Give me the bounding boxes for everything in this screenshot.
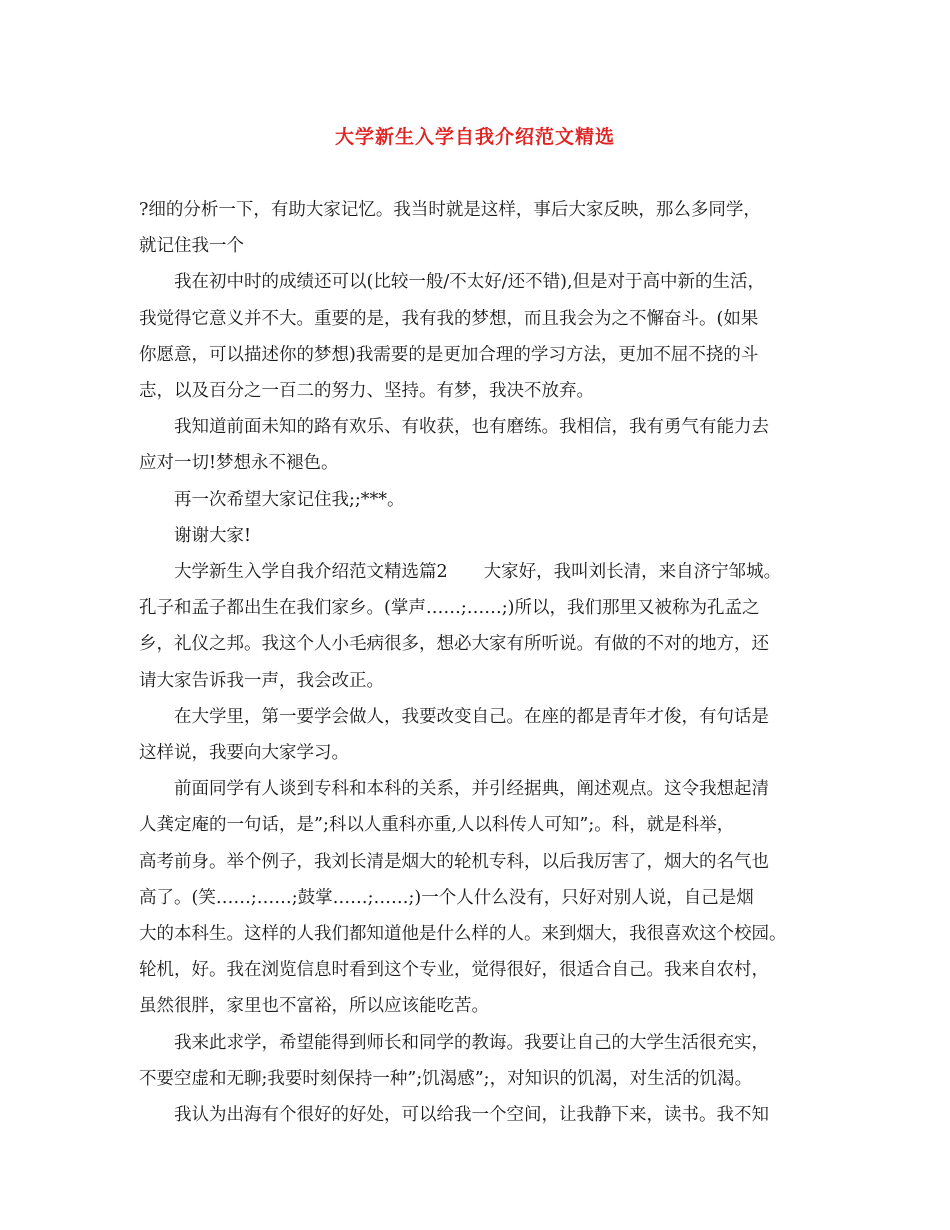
paragraph-5	[139, 518, 815, 554]
text-line: 你愿意，可以描述你的梦想)我需要的是更加合理的学习方法，更加不屈不挠的斗	[139, 344, 759, 365]
text-line: 这样说，我要向大家学习。	[139, 743, 349, 764]
paragraph-2	[139, 264, 815, 409]
text-line: 在大学里，第一要学会做人，我要改变自己。在座的都是青年才俊，有句话是	[174, 706, 769, 727]
text-line: 我认为出海有个很好的好处，可以给我一个空间，让我静下来，读书。我不知	[174, 1105, 769, 1126]
document-title: 大学新生入学自我介绍范文精选	[334, 126, 615, 148]
paragraph-1	[139, 192, 815, 264]
text-line: 孔子和孟子都出生在我们家乡。(掌声……;……;)所以，我们那里又被称为孔孟之	[139, 598, 760, 619]
text-line: 虽然很胖，家里也不富裕，所以应该能吃苦。	[139, 996, 489, 1017]
paragraph-4	[139, 482, 815, 518]
paragraph-6	[139, 554, 815, 699]
text-line: 我知道前面未知的路有欢乐、有收获，也有磨练。我相信，我有勇气有能力去	[174, 417, 769, 438]
paragraph-3	[139, 409, 815, 481]
text-line: 前面同学有人谈到专科和本科的关系，并引经据典，阐述观点。这令我想起清	[174, 779, 769, 800]
text-line: 应对一切!梦想永不褪色。	[139, 453, 339, 474]
text-line: 我在初中时的成绩还可以(比较一般/不太好/还不错),但是对于高中新的生活，	[174, 272, 766, 293]
text-line: 高了。(笑……;……;鼓掌……;……;)一个人什么没有，只好对别人说，自己是烟	[139, 887, 754, 908]
text-line: 再一次希望大家记住我;;***。	[174, 489, 405, 510]
paragraph-8	[139, 771, 815, 1024]
text-line: 不要空虚和无聊;我要时刻保持一种”;饥渴感”;，对知识的饥渴，对生活的饥渴。	[139, 1068, 753, 1089]
text-line: 志，以及百分之一百二的努力、坚持。有梦，我决不放弃。	[139, 381, 594, 402]
text-line: ?细的分析一下，有助大家记忆。我当时就是这样，事后大家反映，那么多同学，	[139, 200, 761, 220]
text-line: 就记住我一个	[139, 236, 244, 257]
text-line: 请大家告诉我一声，我会改正。	[139, 670, 384, 691]
text-line: 乡，礼仪之邦。我这个人小毛病很多，想必大家有所听说。有做的不对的地方，还	[139, 634, 769, 655]
paragraph-10	[139, 1097, 815, 1133]
text-line: 大家好，我叫刘长清，来自济宁邹城。	[483, 562, 782, 583]
paragraph-7	[139, 699, 815, 771]
text-line: 人龚定庵的一句话，是”;科以人重科亦重,人以科传人可知”;。科，就是科举，	[139, 815, 735, 836]
text-line: 轮机，好。我在浏览信息时看到这个专业，觉得很好，很适合自己。我来自农村，	[139, 960, 769, 981]
text-line: 我觉得它意义并不大。重要的是，我有我的梦想，而且我会为之不懈奋斗。(如果	[139, 308, 759, 329]
section-heading: 大学新生入学自我介绍范文精选篇2	[174, 562, 448, 583]
text-line: 高考前身。举个例子，我刘长清是烟大的轮机专科，以后我厉害了，烟大的名气也	[139, 851, 769, 872]
document-body	[139, 192, 815, 1133]
paragraph-9	[139, 1025, 815, 1097]
text-line: 谢谢大家!	[174, 525, 252, 546]
text-line: 大的本科生。这样的人我们都知道他是什么样的人。来到烟大，我很喜欢这个校园。	[139, 924, 787, 945]
text-line-with-heading	[139, 554, 815, 590]
text-line: 我来此求学，希望能得到师长和同学的教诲。我要让自己的大学生活很充实，	[174, 1032, 769, 1053]
